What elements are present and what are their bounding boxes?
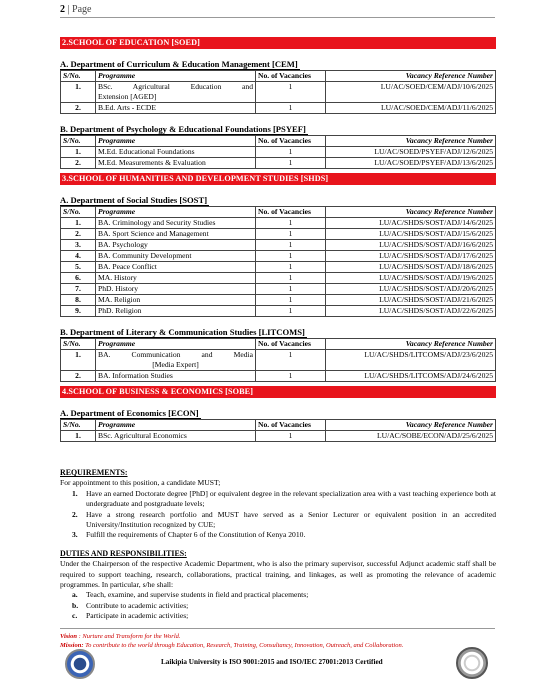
programme-name: BSc. Agricultural Economics — [98, 431, 187, 440]
reference-number: LU/AC/SOED/PSYEF/ADJ/13/6/2025 — [326, 158, 496, 169]
row-number: 8. — [61, 295, 96, 306]
table-row — [61, 431, 496, 442]
column-header: S/No. — [61, 136, 96, 147]
requirements-item — [60, 530, 496, 540]
reference-number: LU/AC/SOED/CEM/ADJ/11/6/2025 — [326, 103, 496, 114]
column-header: Vacancy Reference Number — [326, 339, 496, 350]
table-row — [61, 295, 496, 306]
vacancy-count: 1 — [256, 240, 326, 251]
item-text: Fulfill the requirements of Chapter 6 of the Constitution of Kenya 2010. — [86, 530, 306, 540]
table-row — [61, 284, 496, 295]
department-title: A. Department of Curriculum & Education Management [CEM] — [60, 59, 298, 69]
row-number: 3. — [61, 240, 96, 251]
programme-cell — [96, 273, 256, 284]
duties-list — [60, 590, 496, 621]
column-header: Vacancy Reference Number — [326, 207, 496, 218]
table-row — [61, 82, 496, 103]
vision-label: Vision — [60, 633, 77, 640]
table-row — [61, 273, 496, 284]
programme-cell — [96, 147, 256, 158]
vision-text: : Nurture and Transform for the World. — [78, 633, 181, 640]
programme-cell — [96, 306, 256, 317]
programme-name-continued: [Media Expert] — [152, 360, 199, 369]
vacancy-table — [60, 206, 496, 317]
table-header-row — [61, 339, 496, 350]
certification-stamp — [456, 647, 488, 679]
column-header: Programme — [96, 420, 256, 431]
programme-name: M.Ed. Educational Foundations — [98, 147, 195, 156]
column-header: No. of Vacancies — [256, 136, 326, 147]
programme-cell — [96, 295, 256, 306]
item-text: Have a strong research portfolio and MUST have served as a Senior Lecturer or equivalent position in an accredited University/Institution recognized by CUE; — [86, 509, 496, 530]
programme-cell — [96, 229, 256, 240]
column-header: Programme — [96, 339, 256, 350]
programme-cell — [96, 262, 256, 273]
table-row — [61, 262, 496, 273]
vacancy-count: 1 — [256, 284, 326, 295]
item-number: a. — [72, 590, 78, 600]
programme-cell — [96, 431, 256, 442]
requirements-item — [60, 489, 496, 510]
page-word: Page — [72, 4, 92, 15]
mission-label: Mission: — [60, 642, 84, 649]
column-header: No. of Vacancies — [256, 339, 326, 350]
mission-text: To contribute to the world through Education, Research, Training, Consultancy, Innovation, Outreach, and Collaboration. — [85, 642, 404, 649]
school-heading: 3.SCHOOL OF HUMANITIES AND DEVELOPMENT STUDIES [SHDS] — [60, 173, 496, 185]
item-text: Participate in academic activities; — [86, 611, 189, 621]
vision-mission — [60, 632, 460, 650]
programme-name: MA. Religion — [98, 295, 141, 304]
table-row — [61, 306, 496, 317]
vacancy-count: 1 — [256, 229, 326, 240]
vacancy-count: 1 — [256, 262, 326, 273]
reference-number: LU/AC/SOED/PSYEF/ADJ/12/6/2025 — [326, 147, 496, 158]
reference-number: LU/AC/SHDS/LITCOMS/ADJ/23/6/2025 — [326, 350, 496, 371]
table-row — [61, 103, 496, 114]
duties-item — [60, 601, 496, 611]
footer-divider — [60, 628, 495, 629]
column-header: No. of Vacancies — [256, 71, 326, 82]
row-number: 6. — [61, 273, 96, 284]
section-spacer — [60, 442, 496, 446]
vacancy-count: 1 — [256, 273, 326, 284]
vacancy-table — [60, 419, 496, 442]
header-divider — [60, 17, 495, 18]
vacancy-count: 1 — [256, 431, 326, 442]
department-title: B. Department of Psychology & Educational Foundations [PSYEF] — [60, 124, 306, 134]
requirements-title: REQUIREMENTS: — [60, 468, 128, 477]
programme-name-continued: Extension [AGED] — [98, 92, 157, 101]
reference-number: LU/AC/SOBE/ECON/ADJ/25/6/2025 — [326, 431, 496, 442]
column-header: No. of Vacancies — [256, 420, 326, 431]
column-header: Programme — [96, 136, 256, 147]
reference-number: LU/AC/SHDS/SOST/ADJ/22/6/2025 — [326, 306, 496, 317]
reference-number: LU/AC/SHDS/SOST/ADJ/17/6/2025 — [326, 251, 496, 262]
reference-number: LU/AC/SHDS/SOST/ADJ/14/6/2025 — [326, 218, 496, 229]
vacancy-count: 1 — [256, 295, 326, 306]
item-text: Contribute to academic activities; — [86, 600, 189, 610]
programme-cell — [96, 240, 256, 251]
column-header: Vacancy Reference Number — [326, 136, 496, 147]
column-header: S/No. — [61, 339, 96, 350]
programme-name: M.Ed. Measurements & Evaluation — [98, 158, 206, 167]
row-number: 1. — [61, 350, 96, 371]
item-number: 3. — [72, 530, 78, 540]
vacancy-table — [60, 338, 496, 382]
programme-name: BA. Psychology — [98, 240, 148, 249]
reference-number: LU/AC/SHDS/SOST/ADJ/20/6/2025 — [326, 284, 496, 295]
table-header-row — [61, 71, 496, 82]
row-number: 5. — [61, 262, 96, 273]
school-heading: 4.SCHOOL OF BUSINESS & ECONOMICS [SOBE] — [60, 386, 496, 398]
table-row — [61, 251, 496, 262]
department-title: A. Department of Economics [ECON] — [60, 408, 199, 418]
programme-cell — [96, 371, 256, 382]
row-number: 2. — [61, 103, 96, 114]
row-number: 2. — [61, 371, 96, 382]
item-text: Teach, examine, and supervise students in field and practical placements; — [86, 590, 309, 600]
duties-section — [60, 549, 496, 622]
table-row — [61, 218, 496, 229]
department-title: A. Department of Social Studies [SOST] — [60, 195, 208, 205]
reference-number: LU/AC/SHDS/LITCOMS/ADJ/24/6/2025 — [326, 371, 496, 382]
item-number: c. — [72, 611, 78, 621]
column-header: S/No. — [61, 71, 96, 82]
iso-certification-seal — [65, 649, 95, 679]
programme-name: BA. Sport Science and Management — [98, 229, 209, 238]
reference-number: LU/AC/SHDS/SOST/ADJ/15/6/2025 — [326, 229, 496, 240]
item-number: b. — [72, 600, 79, 610]
row-number: 1. — [61, 218, 96, 229]
duties-title: DUTIES AND RESPONSIBILITIES: — [60, 548, 187, 558]
item-number: 1. — [72, 488, 78, 498]
reference-number: LU/AC/SHDS/SOST/ADJ/18/6/2025 — [326, 262, 496, 273]
duties-item — [60, 611, 496, 621]
row-number: 1. — [61, 147, 96, 158]
vacancy-count: 1 — [256, 371, 326, 382]
table-header-row — [61, 136, 496, 147]
programme-cell — [96, 158, 256, 169]
table-row — [61, 371, 496, 382]
programme-name: BSc. Agricultural Education and — [98, 82, 253, 91]
table-row — [61, 350, 496, 371]
page-header: 2 | Page — [60, 4, 92, 15]
column-header: Vacancy Reference Number — [326, 71, 496, 82]
column-header: S/No. — [61, 207, 96, 218]
requirements-list — [60, 489, 496, 541]
row-number: 1. — [61, 82, 96, 103]
programme-cell — [96, 251, 256, 262]
row-number: 7. — [61, 284, 96, 295]
vacancy-count: 1 — [256, 350, 326, 371]
table-header-row — [61, 420, 496, 431]
row-number: 2. — [61, 229, 96, 240]
programme-cell — [96, 350, 256, 371]
programme-name: B.Ed. Arts - ECDE — [98, 103, 157, 112]
column-header: Programme — [96, 71, 256, 82]
vacancy-table — [60, 135, 496, 169]
reference-number: LU/AC/SHDS/SOST/ADJ/21/6/2025 — [326, 295, 496, 306]
programme-cell — [96, 218, 256, 229]
programme-name: BA. Information Studies — [98, 371, 173, 380]
programme-name: MA. History — [98, 273, 137, 282]
vacancy-table — [60, 70, 496, 114]
vacancy-count: 1 — [256, 147, 326, 158]
programme-cell — [96, 284, 256, 295]
table-row — [61, 240, 496, 251]
programme-name: BA. Community Development — [98, 251, 192, 260]
vacancy-count: 1 — [256, 306, 326, 317]
item-number: 2. — [72, 509, 78, 519]
programme-cell — [96, 82, 256, 103]
programme-name: BA. Communication and Media — [98, 350, 253, 359]
requirements-section — [60, 468, 496, 622]
reference-number: LU/AC/SOED/CEM/ADJ/10/6/2025 — [326, 82, 496, 103]
row-number: 1. — [61, 431, 96, 442]
programme-name: PhD. History — [98, 284, 139, 293]
programme-name: PhD. Religion — [98, 306, 142, 315]
row-number: 4. — [61, 251, 96, 262]
reference-number: LU/AC/SHDS/SOST/ADJ/16/6/2025 — [326, 240, 496, 251]
requirements-intro: For appointment to this position, a candidate MUST; — [60, 478, 221, 488]
table-row — [61, 229, 496, 240]
vacancy-count: 1 — [256, 251, 326, 262]
table-row — [61, 147, 496, 158]
vacancy-count: 1 — [256, 82, 326, 103]
page-number: 2 — [60, 4, 65, 15]
item-text: Have an earned Doctorate degree [PhD] or equivalent degree in the relevant specialization area with a vast teaching experience both at undergraduate and postgraduate levels; — [86, 488, 496, 509]
duties-intro: Under the Chairperson of the respective Academic Department, who is also the primary supervisor, successful Adjunct academic staff shall be required to support teaching, research, collaborations, practical training, and linkages, as well as promoting the relevance of academic programmes. In particular, s/he shall: — [60, 559, 496, 590]
row-number: 9. — [61, 306, 96, 317]
programme-name: BA. Peace Conflict — [98, 262, 157, 271]
column-header: S/No. — [61, 420, 96, 431]
reference-number: LU/AC/SHDS/SOST/ADJ/19/6/2025 — [326, 273, 496, 284]
vacancy-count: 1 — [256, 158, 326, 169]
column-header: Vacancy Reference Number — [326, 420, 496, 431]
department-title: B. Department of Literary & Communication Studies [LITCOMS] — [60, 327, 305, 337]
column-header: No. of Vacancies — [256, 207, 326, 218]
school-heading: 2.SCHOOL OF EDUCATION [SOED] — [60, 37, 496, 49]
vacancy-count: 1 — [256, 103, 326, 114]
vacancy-count: 1 — [256, 218, 326, 229]
row-number: 2. — [61, 158, 96, 169]
programme-cell — [96, 103, 256, 114]
table-header-row — [61, 207, 496, 218]
certification-text: Laikipia University is ISO 9001:2015 and ISO/IEC 27001:2013 Certified — [161, 658, 383, 666]
programme-name: BA. Criminology and Security Studies — [98, 218, 216, 227]
column-header: Programme — [96, 207, 256, 218]
requirements-item — [60, 510, 496, 531]
document-body — [60, 37, 496, 446]
table-row — [61, 158, 496, 169]
duties-item — [60, 590, 496, 600]
